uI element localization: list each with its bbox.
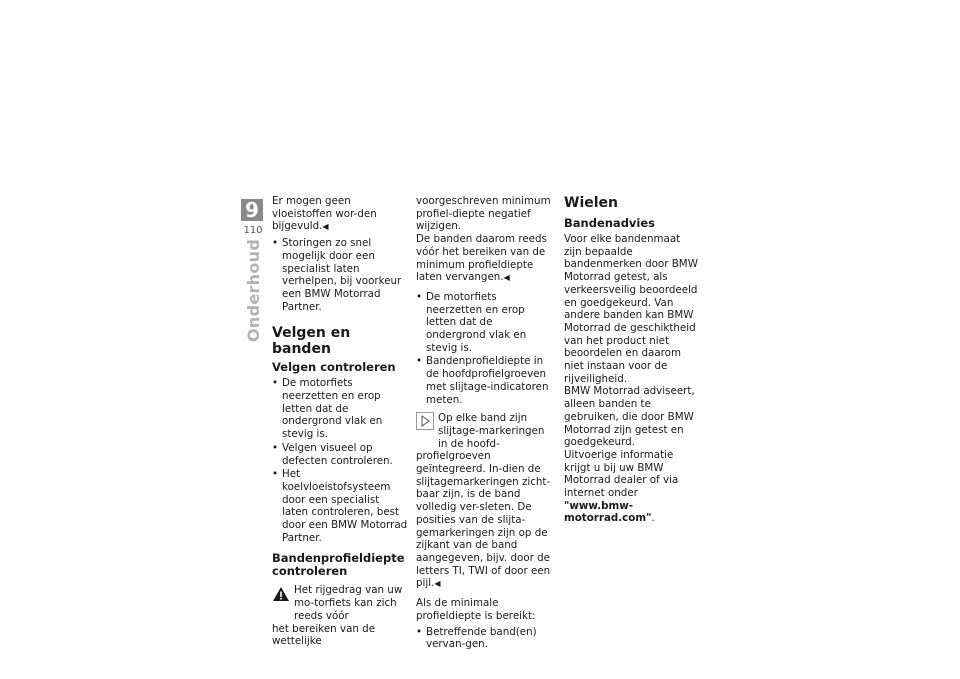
paragraph: Uitvoerige informatie krijgt u bij uw BMW Motorrad dealer of via internet onder "www.bmw-motorrad.com". (564, 448, 679, 525)
page-number: 110 (243, 225, 263, 236)
paragraph: Als de minimale profieldiepte is bereikt: (416, 597, 536, 622)
column-1 (272, 195, 408, 651)
section-heading: Velgen en banden (272, 325, 351, 358)
website-link[interactable]: "www.bmw-motorrad.com" (564, 499, 652, 525)
list-item: • Het koelvloeistofsysteem door een specialist laten controleren, best door een BMW Motorrad Partner. (272, 468, 408, 544)
end-mark-icon: ◀ (503, 273, 510, 283)
paragraph: Voor elke bandenmaat zijn bepaalde bandenmerken door BMW Motorrad getest, als verkeersveilig beoordeeld en goedgekeurd. Van andere banden kan BMW Motorrad de geschiktheid van het product niet beoordelen en daarom niet instaan voor de rijveiligheid. (564, 233, 698, 385)
list-item: • Storingen zo snel mogelijk door een specialist laten verhelpen, bij voorkeur een BMW Motorrad Partner. (272, 237, 408, 313)
list-item: • De motorfiets neerzetten en erop letten dat de ondergrond vlak en stevig is. (272, 377, 408, 441)
subsection-heading: Bandenprofieldiepte controleren (272, 551, 405, 579)
column-3 (564, 195, 700, 528)
info-text-rest: profielgroeven geïntegreerd. In-dien de slijtagemarkeringen zicht-baar zijn, is de band volledig ver-sleten. De posities van de slijta-gemarkeringen zijn op de zijkant van de band aangegeven, bijv. door de letters TI, TWI of door een pijl.◀ (416, 450, 551, 590)
list-item: • De motorfiets neerzetten en erop letten dat de ondergrond vlak en stevig is. (416, 291, 552, 355)
chapter-side-title: Onderhoud (244, 238, 263, 342)
play-triangle-icon (416, 412, 434, 430)
bullet-list (272, 237, 408, 313)
list-item: • Bandenprofieldiepte in de hoofdprofielgroeven met slijtage-indicatoren meten. (416, 355, 552, 406)
warning-note (272, 584, 408, 622)
chapter-number-tab: 9 (241, 199, 263, 221)
warning-text-rest: het bereiken van de wettelijke (272, 622, 376, 648)
bullet-list (272, 377, 408, 544)
list-item: • Velgen visueel op defecten controleren. (272, 442, 408, 467)
bullet-list (416, 291, 552, 406)
end-mark-icon: ◀ (434, 579, 441, 589)
warning-text: Het rijgedrag van uw mo-torfiets kan zich reeds vóór (294, 584, 403, 622)
subsection-heading: Bandenadvies (564, 216, 656, 230)
paragraph: voorgeschreven minimum profiel-diepte negatief wijzigen. (416, 195, 551, 233)
column-2 (416, 195, 552, 654)
intro-paragraph: Er mogen geen vloeistoffen wor-den bijgevuld.◀ (272, 195, 377, 233)
info-note (416, 412, 552, 450)
bullet-list (416, 626, 552, 651)
subsection-heading: Velgen controleren (272, 360, 396, 375)
end-mark-icon: ◀ (322, 222, 329, 232)
list-item: • Betreffende band(en) vervan-gen. (416, 626, 552, 651)
info-text: Op elke band zijn slijtage-markeringen in de hoofd- (438, 412, 545, 450)
section-heading: Wielen (564, 195, 618, 211)
paragraph: BMW Motorrad adviseert, alleen banden te gebruiken, die door BMW Motorrad zijn getest en goedgekeurd. (564, 385, 695, 449)
paragraph: De banden daarom reeds vóór het bereiken van de minimum profieldiepte laten vervangen.◀ (416, 233, 547, 284)
warning-icon (272, 586, 290, 602)
